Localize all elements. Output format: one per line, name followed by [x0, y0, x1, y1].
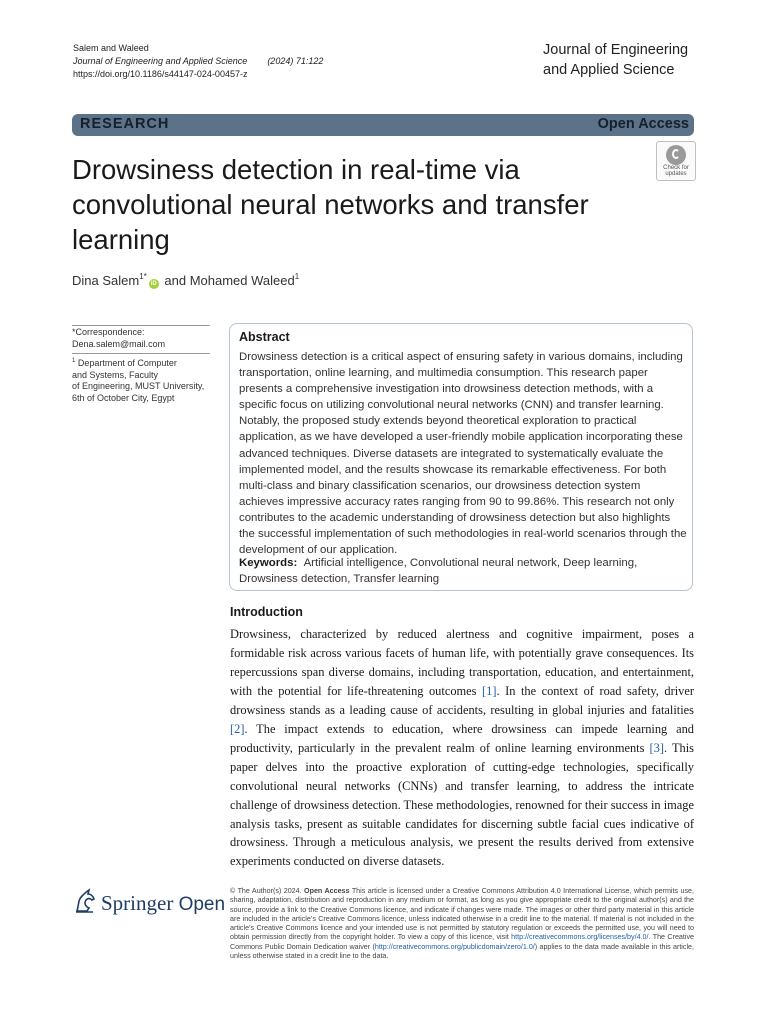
article-title: Drowsiness detection in real-time via convolutional neural networks and transfer learning [72, 154, 589, 255]
orcid-icon[interactable]: iD [150, 281, 157, 287]
article-type-label: RESEARCH [80, 116, 170, 132]
license-body: This article is licensed under a Creative Commons Attribution 4.0 International License, which permits use, sharing, adaptation, distribution and reproduction in any medium or format, as long as you give appropriate credit to the original author(s) and the source, provide a link to the Creative Commons licence, and indicate if changes were made. The images or other third party material in this article are included in the article’s Creative Commons licence, unless indicated otherwise in a credit line to the material. If material is not included in the article’s Creative Commons licence and your intended use is not permitted by statutory regulation or exceeds the permitted use, you will need to obtain permission directly from the copyright holder. To view a copy of this licence, visit [230, 887, 695, 942]
keywords [239, 556, 687, 587]
affiliation-sup: 1 [72, 358, 76, 364]
correspondence-label: *Correspondence: [72, 327, 145, 337]
license-link[interactable]: http://creativecommons.org/licenses/by/4.0/ [511, 933, 649, 942]
correspondence-block [72, 327, 212, 350]
open-access-label: Open Access [597, 116, 689, 132]
sidebar-divider [72, 353, 210, 354]
intro-text: . The impact extends to education, where drowsiness can impede learning and productivity, particularly in the prevalent realm of online learning environments [230, 721, 694, 755]
check-updates-line1: Check for [663, 165, 689, 171]
author-list [72, 272, 299, 289]
citation-ref-1[interactable]: [1] [482, 683, 497, 698]
intro-text: Drowsiness, characterized by reduced alertness and cognitive impairment, poses a formidable risk across various facets of human life, with potentially grave consequences. Its repercussions span diverse domains, including transportation, education, and entertainment, with the potential for life-threatening outcomes [230, 627, 694, 698]
affiliation-line: of Engineering, MUST University, [72, 381, 205, 391]
affiliation-line: Department of Computer [77, 358, 177, 368]
check-updates-line2: updates [665, 171, 687, 177]
journal-name: Journal of Engineering and Applied Science [543, 42, 689, 78]
keywords-list: Artificial intelligence, Convolutional neural network, Deep learning, Drowsiness detection, Transfer learning [239, 557, 638, 585]
affiliation-line: 6th of October City, Egypt [72, 392, 175, 403]
citation-volume: (2024) 71:122 [267, 56, 324, 66]
citation-ref-3[interactable]: [3] [649, 740, 664, 755]
introduction-heading: Introduction [230, 605, 303, 619]
license-text [230, 887, 694, 961]
correspondence-email[interactable]: Dena.salem@mail.com [72, 338, 166, 349]
springer-brand: Springer [101, 891, 174, 915]
check-for-updates-badge[interactable] [656, 141, 696, 181]
intro-text: . This paper delves into the proactive exploration of cutting-edge technologies, specifically convolutional neural networks (CNNs) and transfer learning, to address the intricate challenge of drowsiness detection. These methodologies, renowned for their success in image analysis tasks, present as suitable candidates for discerning subtle facial cues indicative of drowsiness. Through a meticulous analysis, we present the results derived from extensive experiments conducted on diverse datasets. [230, 740, 695, 869]
public-domain-link[interactable]: http://creativecommons.org/publicdomain/zero/1.0/ [374, 942, 535, 951]
citation-authors: Salem and Waleed [73, 43, 149, 53]
intro-text: . In the context of road safety, driver drowsiness stands as a leading cause of accidents, resulting in global injuries and fatalities [230, 683, 694, 717]
citation-journal: Journal of Engineering and Applied Science [73, 56, 248, 66]
introduction-paragraph [230, 625, 694, 871]
affiliation-block [72, 356, 212, 404]
keywords-label: Keywords: [239, 557, 298, 569]
check-updates-icon [666, 145, 686, 165]
springer-open: Open [178, 894, 226, 915]
springer-horse-icon [73, 888, 97, 914]
license-prefix: © The Author(s) 2024. [230, 887, 305, 895]
article-type-banner [72, 114, 694, 136]
doi-link[interactable]: https://doi.org/10.1186/s44147-024-00457-z [73, 69, 248, 79]
abstract-heading: Abstract [239, 330, 290, 344]
affiliation-line: and Systems, Faculty [72, 369, 159, 380]
license-mid: . The Creative Commons Public Domain Dedication waiver ( [230, 933, 694, 951]
license-end: ) applies to the data made available in this article, unless otherwise stated in a credit line to the data. [230, 942, 695, 961]
citation-ref-2[interactable]: [2] [230, 721, 245, 736]
author-name[interactable]: Dina Salem [72, 273, 140, 288]
abstract-text: Drowsiness detection is a critical aspect of ensuring safety in various domains, including transportation, online learning, and multimedia consumption. This research paper presents a comprehensive investigation into drowsiness detection methods, with a specific focus on utilizing convolutional neural networks (CNN) and transfer learning. Notably, the proposed study extends beyond theoretical exploration to practical application, as we have developed a user-friendly mobile application incorporating these advanced techniques. Diverse datasets are integrated to systematically evaluate the implemented model, and the results showcase its remarkable effectiveness. For both multi-class and binary classification scenarios, our drowsiness detection system achieves impressive accuracy rates ranging from 90 to 99.86%. This research not only contributes to the academic understanding of drowsiness detection but also highlights the successful implementation of such methodologies in real-world scenarios through the development of our application. [239, 351, 687, 557]
sidebar-divider [72, 325, 210, 326]
license-open-access: Open Access [304, 887, 350, 895]
author-name[interactable]: Mohamed Waleed [189, 273, 295, 288]
citation-block [73, 42, 323, 81]
author-connector: and [160, 273, 190, 288]
author-affiliation-sup: 1* [139, 272, 147, 281]
author-affiliation-sup: 1 [294, 272, 300, 281]
